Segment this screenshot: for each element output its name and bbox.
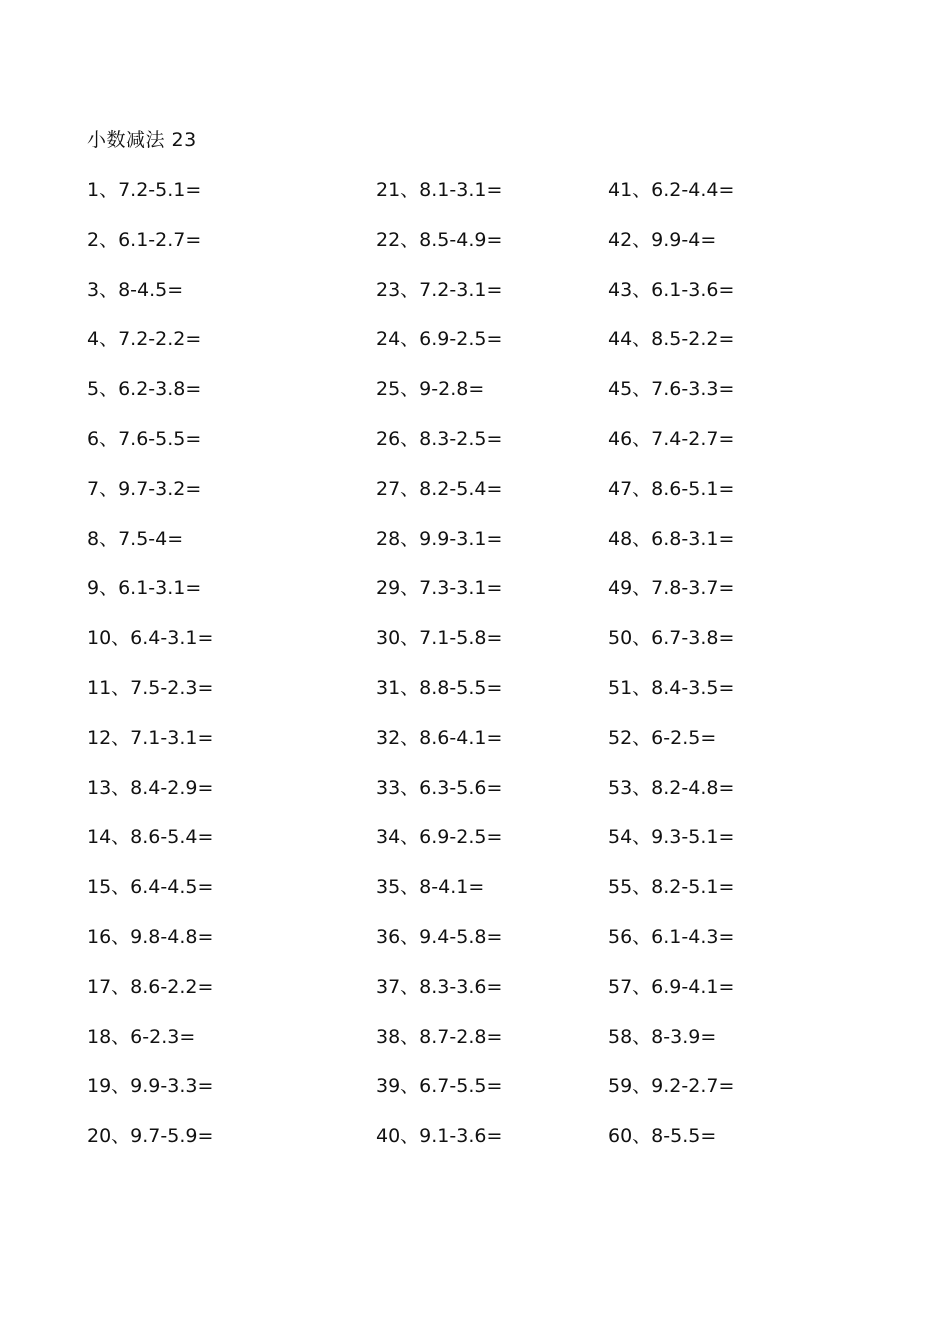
problem-item: 50、6.7-3.8=: [608, 627, 735, 650]
problem-item: 1、7.2-5.1=: [87, 179, 202, 201]
problem-item: 47、8.6-5.1=: [608, 477, 735, 500]
problem-item: 28、9.9-3.1=: [376, 527, 503, 550]
problem-item: 26、8.3-2.5=: [376, 427, 503, 450]
problem-item: 15、6.4-4.5=: [87, 876, 214, 899]
problem-item: 58、8-3.9=: [608, 1025, 717, 1048]
problem-item: 59、9.2-2.7=: [608, 1075, 735, 1098]
problem-item: 3、8-4.5=: [87, 278, 184, 301]
problem-item: 56、6.1-4.3=: [608, 925, 735, 948]
problem-item: 18、6-2.3=: [87, 1025, 196, 1048]
problem-item: 36、9.4-5.8=: [376, 925, 503, 948]
problem-item: 46、7.4-2.7=: [608, 427, 735, 450]
problem-item: 31、8.8-5.5=: [376, 676, 503, 699]
problem-item: 11、7.5-2.3=: [87, 676, 214, 699]
problem-item: 41、6.2-4.4=: [608, 179, 735, 201]
problem-item: 27、8.2-5.4=: [376, 477, 503, 500]
problem-item: 35、8-4.1=: [376, 876, 485, 899]
problem-item: 10、6.4-3.1=: [87, 627, 214, 650]
problem-item: 14、8.6-5.4=: [87, 826, 214, 849]
problem-item: 53、8.2-4.8=: [608, 776, 735, 799]
worksheet-title: 小数减法 23: [87, 129, 197, 151]
problem-item: 51、8.4-3.5=: [608, 676, 735, 699]
problem-column-3: [608, 177, 734, 1173]
problem-item: 38、8.7-2.8=: [376, 1025, 503, 1048]
problem-column-1: [87, 177, 213, 1173]
problem-item: 25、9-2.8=: [376, 378, 485, 401]
problem-item: 55、8.2-5.1=: [608, 876, 735, 899]
problem-item: 13、8.4-2.9=: [87, 776, 214, 799]
problem-item: 2、6.1-2.7=: [87, 228, 202, 251]
problem-item: 4、7.2-2.2=: [87, 328, 202, 351]
problem-item: 21、8.1-3.1=: [376, 179, 503, 201]
problem-item: 29、7.3-3.1=: [376, 577, 503, 600]
problem-item: 39、6.7-5.5=: [376, 1075, 503, 1098]
problem-column-2: [376, 177, 502, 1173]
problem-item: 30、7.1-5.8=: [376, 627, 503, 650]
problem-item: 43、6.1-3.6=: [608, 278, 735, 301]
problem-item: 16、9.8-4.8=: [87, 925, 214, 948]
problem-item: 6、7.6-5.5=: [87, 427, 202, 450]
problem-item: 22、8.5-4.9=: [376, 228, 503, 251]
problem-item: 52、6-2.5=: [608, 726, 717, 749]
problem-item: 7、9.7-3.2=: [87, 477, 202, 500]
problem-item: 33、6.3-5.6=: [376, 776, 503, 799]
problem-item: 49、7.8-3.7=: [608, 577, 735, 600]
problem-item: 34、6.9-2.5=: [376, 826, 503, 849]
problem-item: 12、7.1-3.1=: [87, 726, 214, 749]
problem-item: 44、8.5-2.2=: [608, 328, 735, 351]
problem-item: 23、7.2-3.1=: [376, 278, 503, 301]
problem-item: 57、6.9-4.1=: [608, 975, 735, 998]
problem-item: 45、7.6-3.3=: [608, 378, 735, 401]
problem-item: 32、8.6-4.1=: [376, 726, 503, 749]
problem-item: 42、9.9-4=: [608, 228, 717, 251]
problem-item: 37、8.3-3.6=: [376, 975, 503, 998]
problem-item: 54、9.3-5.1=: [608, 826, 735, 849]
problem-item: 20、9.7-5.9=: [87, 1125, 214, 1148]
problem-item: 24、6.9-2.5=: [376, 328, 503, 351]
problem-item: 40、9.1-3.6=: [376, 1125, 503, 1148]
problem-item: 9、6.1-3.1=: [87, 577, 202, 600]
problem-item: 48、6.8-3.1=: [608, 527, 735, 550]
problem-item: 17、8.6-2.2=: [87, 975, 214, 998]
problem-item: 60、8-5.5=: [608, 1125, 717, 1148]
problem-item: 19、9.9-3.3=: [87, 1075, 214, 1098]
problem-item: 8、7.5-4=: [87, 527, 184, 550]
problem-item: 5、6.2-3.8=: [87, 378, 202, 401]
